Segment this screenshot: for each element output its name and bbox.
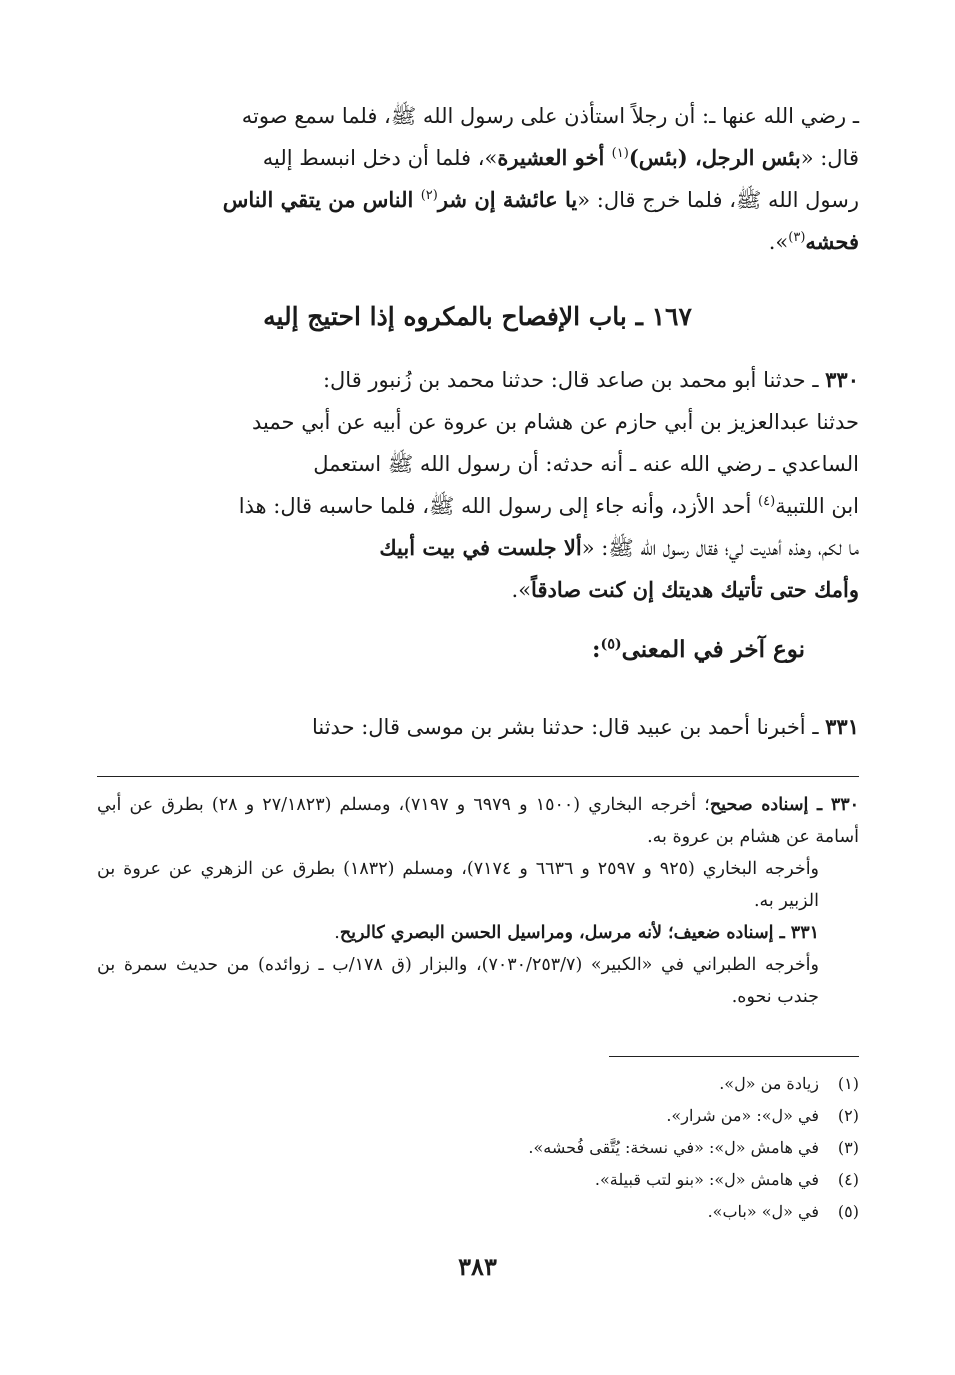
bold-quote: يا عائشة إن شر	[437, 187, 578, 212]
hadith-330-line-5	[97, 527, 859, 569]
text-fragment: رسول الله ﷺ، فلما خرج قال: «	[577, 188, 859, 212]
footnote-text: في «ل» «باب».	[707, 1202, 819, 1221]
footnote-ref-1: (١)	[611, 146, 629, 161]
text-line-3	[97, 179, 859, 221]
text-fragment: ».	[768, 230, 789, 254]
footnote-ref-5: (٥)	[600, 636, 622, 653]
footnotes	[359, 1068, 859, 1228]
footnote-text: في هامش «ل»: «في نسخة: يُتَّقى فُحشه».	[528, 1138, 819, 1157]
text-fragment: ابن اللتبية	[775, 494, 859, 518]
sub-heading-colon: :	[591, 636, 601, 663]
footnote-text: في «ل»: «من شرار».	[666, 1106, 819, 1125]
footnote-number: (١)	[837, 1074, 859, 1093]
hadith-number: ٣٣١	[825, 714, 859, 739]
footnote-number: (٢)	[837, 1106, 859, 1125]
hadith-330-line-3: الساعدي ـ رضي الله عنه ـ أنه حدثه: أن رسول الله ﷺ استعمل	[313, 452, 859, 476]
commentary-331-more: وأخرجه الطبراني في «الكبير» (٧٠٣٠/٢٥٣/٧)، والبزار (ق ١٧٨/ب ـ زوائده) من حديث سمرة بن جندب نحوه.	[97, 955, 819, 1007]
bold-quote: الناس من يتقي الناس	[222, 187, 421, 212]
footnote-text: زيادة من «ل».	[719, 1074, 819, 1093]
bold-quote: وأمك حتى تأتيك هديتك إن كنت صادقاً	[531, 577, 859, 602]
commentary-number: ٣٣٠ ـ	[808, 795, 860, 815]
commentary-330	[97, 789, 859, 853]
text-fragment: ما لكم، وهذه أهديت لي؛ فقال رسول الله ﷺ: «	[581, 536, 859, 560]
hadith-330-line-6	[97, 569, 859, 611]
text-fragment: قال: «	[800, 146, 859, 170]
footnote-number: (٣)	[837, 1138, 859, 1157]
bold-quote: ألا جلست في بيت أبيك	[379, 535, 582, 560]
commentary-330-more: وأخرجه البخاري (٩٢٥ و ٢٥٩٧ و ٦٦٣٦ و ٧١٧٤)، ومسلم (١٨٣٢) بطرق عن الزهري عن عروة بن الزبير به.	[97, 859, 820, 911]
footnote-ref-4: (٤)	[758, 494, 776, 509]
commentary-section	[97, 789, 859, 1013]
footnote-3	[359, 1132, 859, 1164]
hadith-330-line-4	[97, 485, 859, 527]
bold-quote: بئس الرجل، (بئس)	[628, 145, 801, 170]
bold-quote: أخو العشيرة	[497, 145, 612, 170]
text-fragment: ».	[511, 578, 532, 602]
grading: إسناده ضعيف؛ لأنه مرسل، ومراسيل الحسن البصري كالريح	[339, 923, 774, 943]
text-line-4	[97, 221, 859, 263]
footnote-2	[359, 1100, 859, 1132]
commentary-331	[97, 917, 859, 949]
text-fragment: .	[334, 923, 340, 943]
text-line-2	[97, 137, 859, 179]
text-fragment: ؛ أخرجه البخاري (١٥٠٠ و ٦٩٧٩ و ٧١٩٧)، ومسلم (٢٧/١٨٢٣ و ٢٨) بطرق عن أبي أسامة عن هشام بن عروة به.	[97, 795, 859, 847]
hadith-331	[97, 706, 859, 748]
hadith-number: ٣٣٠	[825, 367, 859, 392]
text-line-1: ـ رضي الله عنها ـ: أن رجلاً استأذن على رسول الله ﷺ، فلما سمع صوته	[241, 104, 859, 128]
footnote-ref-3: (٣)	[788, 230, 806, 245]
sub-heading	[592, 636, 805, 663]
text-fragment: ـ حدثنا أبو محمد بن صاعد قال: حدثنا محمد بن زُنبور قال:	[322, 368, 826, 392]
commentary-number: ٣٣١ ـ	[773, 923, 819, 943]
sub-heading-text: نوع آخر في المعنى	[621, 636, 805, 663]
footnote-divider	[609, 1056, 859, 1057]
footnote-number: (٥)	[837, 1202, 859, 1221]
footnote-ref-2: (٢)	[420, 188, 438, 203]
text-fragment: »، فلما أن دخل انبسط إليه	[262, 146, 498, 170]
footnote-text: في هامش «ل»: «بنو لتب قبيلة».	[594, 1170, 819, 1189]
footnote-1	[359, 1068, 859, 1100]
footnote-4	[359, 1164, 859, 1196]
commentary-divider	[97, 776, 859, 777]
bold-quote: فحشه	[805, 229, 859, 254]
page-number: ٣٨٣	[458, 1252, 497, 1281]
hadith-330-line-2: حدثنا عبدالعزيز بن أبي حازم عن هشام بن عروة عن أبيه عن أبي حميد	[252, 410, 859, 434]
grading: إسناده صحيح	[709, 795, 809, 815]
text-fragment: أحد الأزد، وأنه جاء إلى رسول الله ﷺ، فلما حاسبه قال: هذا	[238, 494, 759, 518]
chapter-heading: ١٦٧ ـ باب الإفصاح بالمكروه إذا احتيج إليه	[263, 302, 692, 331]
hadith-330-line-1	[97, 359, 859, 401]
main-text-continuation	[97, 96, 859, 263]
text-fragment: ـ أخبرنا أحمد بن عبيد قال: حدثنا بشر بن موسى قال: حدثنا	[311, 715, 826, 739]
footnote-number: (٤)	[837, 1170, 859, 1189]
hadith-330	[97, 359, 859, 611]
footnote-5	[359, 1196, 859, 1228]
